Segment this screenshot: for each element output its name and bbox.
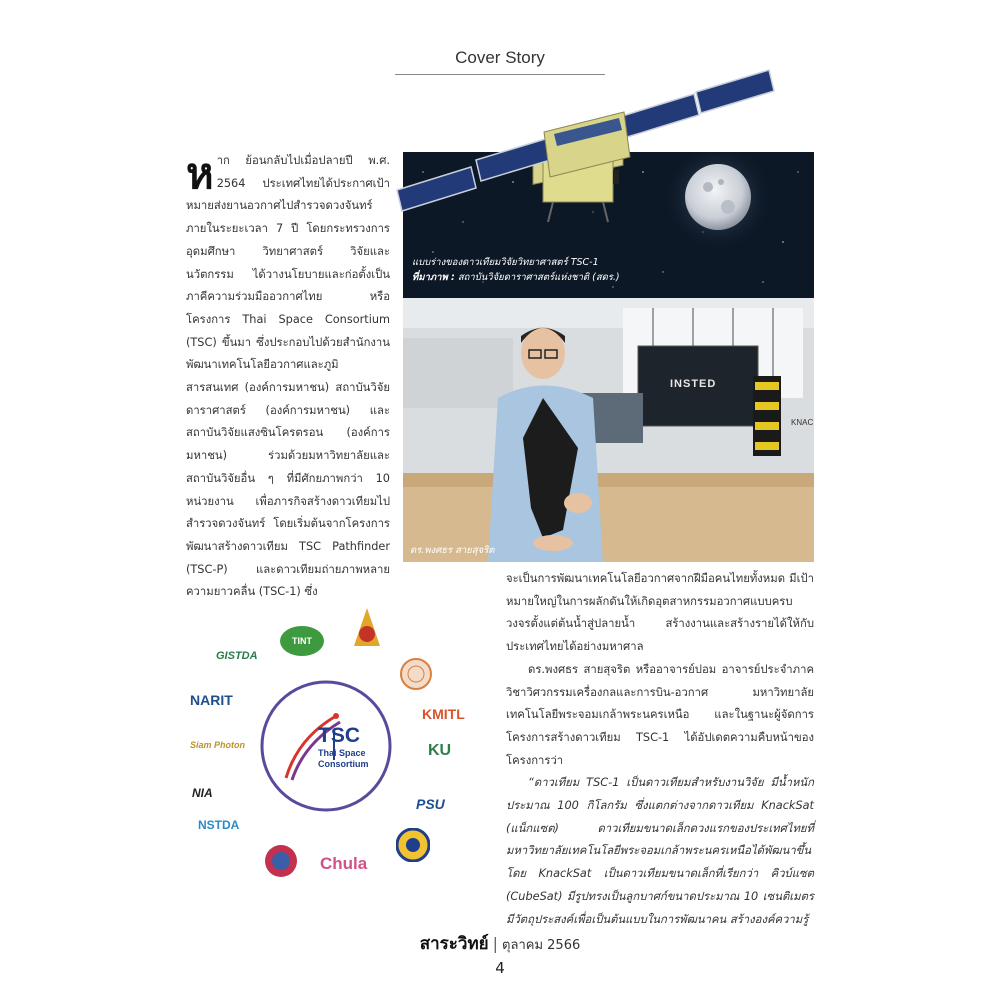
footer-separator: | (492, 934, 499, 953)
gistda-logo: GISTDA (216, 650, 258, 662)
kmitl-logo: KMITL (422, 706, 465, 722)
narit-logo: NARIT (190, 692, 233, 708)
ku-logo: KU (428, 742, 452, 759)
screen-logo-text: INSTED (670, 378, 717, 390)
magazine-name: สาระวิทย์ (419, 934, 489, 954)
section-title: Cover Story (455, 48, 545, 67)
psu-logo: PSU (416, 796, 445, 812)
page-footer (380, 930, 620, 977)
right-paragraph-1: จะเป็นการพัฒนาเทคโนโลยีอวกาศจากฝีมือคนไทยทั้งหมด มีเป้าหมายใหญ่ในการผลักดันให้เกิดอุตสาหกรรมอวกาศแบบครบวงจรตั้งแต่ต้นน้ำสู่ปลายน้ำ สร้างงานและสร้างรายได้ให้กับประเทศไทยได้อย่างมหาศาล (506, 572, 814, 654)
military-seal-logo (264, 844, 298, 878)
tsc-logo-title: TSC (318, 724, 360, 747)
left-paragraph: าก ย้อนกลับไปเมื่อปลายปี พ.ศ. 2564 ประเทศไทยได้ประกาศเป้าหมายส่งยานอวกาศไปสำรวจดวงจันทร์ภายในระยะเวลา 7 ปี โดยกระทรวงการอุดมศึกษา วิทยาศาสตร์ วิจัยและนวัตกรรม ได้วางนโยบายและก่อตั้งเป็นภาคีความร่วมมืออวกาศไทย หรือโครงการ Thai Space Consortium (TSC) ขึ้นมา ซึ่งประกอบไปด้วยสำนักงานพัฒนาเทคโนโลยีอวกาศและภูมิสารสนเทศ (องค์การมหาชน) สถาบันวิจัยดาราศาสตร์ (องค์การมหาชน) และสถาบันวิจัยแสงซินโครตรอน (องค์การมหาชน) ร่วมด้วยมหาวิทยาลัยและสถาบันวิจัยอื่น ๆ ที่มีศักยภาพกว่า 10 หน่วยงาน เพื่อภารกิจสร้างดาวเทียมไปสำรวจดวงจันทร์ โดยเริ่มต้นจากโครงการพัฒนาสร้างดาวเทียม TSC Pathfinder (TSC-P) และดาวเทียมถ่ายภาพหลายความยาวคลื่น (TSC-1) ซึ่ง (186, 154, 390, 599)
satellite-caption: แบบร่างของดาวเทียมวิจัยวิทยาศาสตร์ TSC-1 ที่มาภาพ : สถาบันวิจัยดาราศาสตร์แห่งชาติ (สดร.) (412, 257, 620, 283)
right-paragraph-2: ดร.พงศธร สายสุจริต หรืออาจารย์ปอม อาจารย์ประจำภาควิชาวิศวกรรมเครื่องกลและการบิน-อวกาศ มหาวิทยาลัยเทคโนโลยีพระจอมเกล้าพระนครเหนือ และในฐานะผู้จัดการโครงการสร้างดาวเทียม TSC-1 ได้อัปเดตความคืบหน้าของโครงการว่า (506, 662, 814, 767)
researcher-caption: ดร.พงศธร สายสุจริต (410, 545, 495, 556)
right-paragraph-3: “ดาวเทียม TSC-1 เป็นดาวเทียมสำหรับงานวิจัย มีน้ำหนักประมาณ 100 กิโลกรัม ซึ่งแตกต่างจากดาวเทียม KnackSat (แน็กแซต) ดาวเทียมขนาดเล็กดวงแรกของประเทศไทยที่มหาวิทยาลัยเทคโนโลยีพระจอมเกล้าพระนครเหนือได้พัฒนาขึ้น โดย KnackSat เป็นดาวเทียมขนาดเล็กที่เรียกว่า คิวบ์แซต (CubeSat) มีรูปทรงเป็นลูกบาศก์ขนาดประมาณ 10 เซนติเมตร มีวัตถุประสงค์เพื่อเป็นต้นแบบในการพัฒนาคน สร้างองค์ความรู้ (506, 776, 814, 926)
nia-logo: NIA (192, 786, 213, 800)
partner-logos (180, 596, 465, 896)
tsc-logo-sub1: Thai Space (318, 748, 366, 758)
round-seal-logo (400, 658, 432, 690)
researcher-lab-photo (403, 298, 814, 562)
tint-logo: TINT (280, 626, 324, 656)
dropcap: ห (186, 149, 214, 198)
right-column-text (506, 568, 814, 931)
solar-panels-graphic (394, 62, 784, 212)
chula-logo: Chula (320, 854, 368, 873)
page-number: 4 (495, 959, 505, 977)
royal-seal-logo (396, 828, 430, 862)
issue-date: ตุลาคม 2566 (502, 938, 581, 953)
nstda-logo: NSTDA (198, 818, 240, 832)
siam-photon-logo: Siam Photon (190, 740, 246, 750)
left-column-text (186, 150, 390, 604)
tsc-logo-sub2: Consortium (318, 759, 369, 769)
box-label-text: KNAC (791, 418, 814, 427)
university-seal-logo (352, 606, 382, 652)
